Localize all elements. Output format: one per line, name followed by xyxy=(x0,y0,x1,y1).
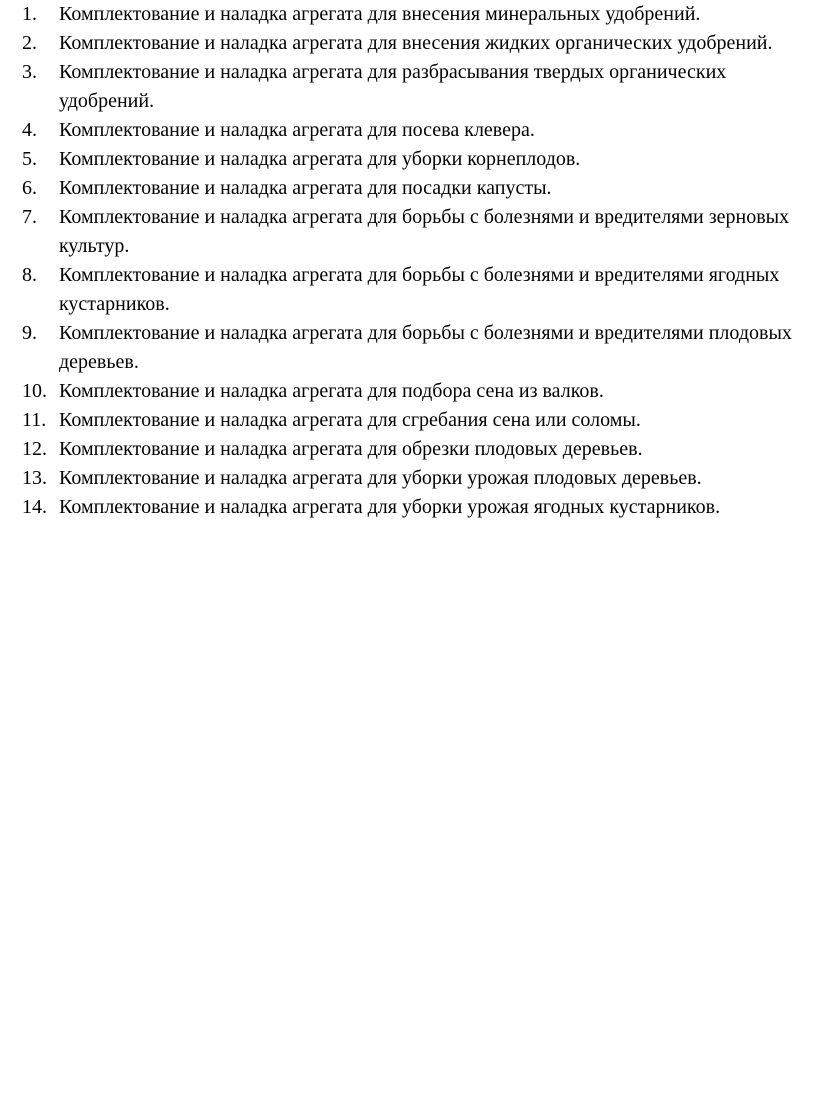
list-item-number: 1. xyxy=(22,3,37,25)
list-item-12 xyxy=(22,435,812,464)
list-item-13 xyxy=(22,464,812,493)
list-item-number: 13. xyxy=(22,467,47,489)
list-item-2 xyxy=(22,29,812,58)
list-item-text: Комплектование и наладка агрегата для борьбы с болезнями и вредителями зерновых культур. xyxy=(59,206,790,257)
list-item-8 xyxy=(22,261,812,319)
list-item-text: Комплектование и наладка агрегата для посева клевера. xyxy=(59,119,535,141)
list-item-14 xyxy=(22,493,812,522)
list-item-10 xyxy=(22,377,812,406)
list-item-text: Комплектование и наладка агрегата для борьбы с болезнями и вредителями ягодных кустарников. xyxy=(59,264,780,315)
list-item-6 xyxy=(22,174,812,203)
list-item-number: 12. xyxy=(22,438,47,460)
list-item-number: 4. xyxy=(22,119,37,141)
list-item-text: Комплектование и наладка агрегата для сгребания сена или соломы. xyxy=(59,409,641,431)
list-item-number: 11. xyxy=(22,409,47,431)
list-item-text: Комплектование и наладка агрегата для посадки капусты. xyxy=(59,177,552,199)
list-item-9 xyxy=(22,319,812,377)
list-item-text: Комплектование и наладка агрегата для обрезки плодовых деревьев. xyxy=(59,438,643,460)
list-item-number: 10. xyxy=(22,380,47,402)
list-item-5 xyxy=(22,145,812,174)
list-item-number: 8. xyxy=(22,264,37,286)
list-item-text: Комплектование и наладка агрегата для разбрасывания твердых органических удобрений. xyxy=(59,61,727,112)
list-item-text: Комплектование и наладка агрегата для уборки урожая ягодных кустарников. xyxy=(59,496,721,518)
list-item-7 xyxy=(22,203,812,261)
list-item-11 xyxy=(22,406,812,435)
list-item-1 xyxy=(22,0,812,29)
list-item-text: Комплектование и наладка агрегата для уборки урожая плодовых деревьев. xyxy=(59,467,702,489)
list-item-4 xyxy=(22,116,812,145)
list-item-number: 14. xyxy=(22,496,47,518)
list-item-number: 9. xyxy=(22,322,37,344)
list-item-number: 2. xyxy=(22,32,37,54)
list-item-number: 3. xyxy=(22,61,37,83)
list-item-number: 7. xyxy=(22,206,37,228)
list-item-number: 5. xyxy=(22,148,37,170)
list-item-number: 6. xyxy=(22,177,37,199)
list-item-text: Комплектование и наладка агрегата для подбора сена из валков. xyxy=(59,380,604,402)
list-item-3 xyxy=(22,58,812,116)
list-item-text: Комплектование и наладка агрегата для внесения минеральных удобрений. xyxy=(59,3,701,25)
list-item-text: Комплектование и наладка агрегата для уборки корнеплодов. xyxy=(59,148,581,170)
task-list xyxy=(22,0,812,522)
list-item-text: Комплектование и наладка агрегата для борьбы с болезнями и вредителями плодовых деревьев. xyxy=(59,322,792,373)
list-item-text: Комплектование и наладка агрегата для внесения жидких органических удобрений. xyxy=(59,32,773,54)
